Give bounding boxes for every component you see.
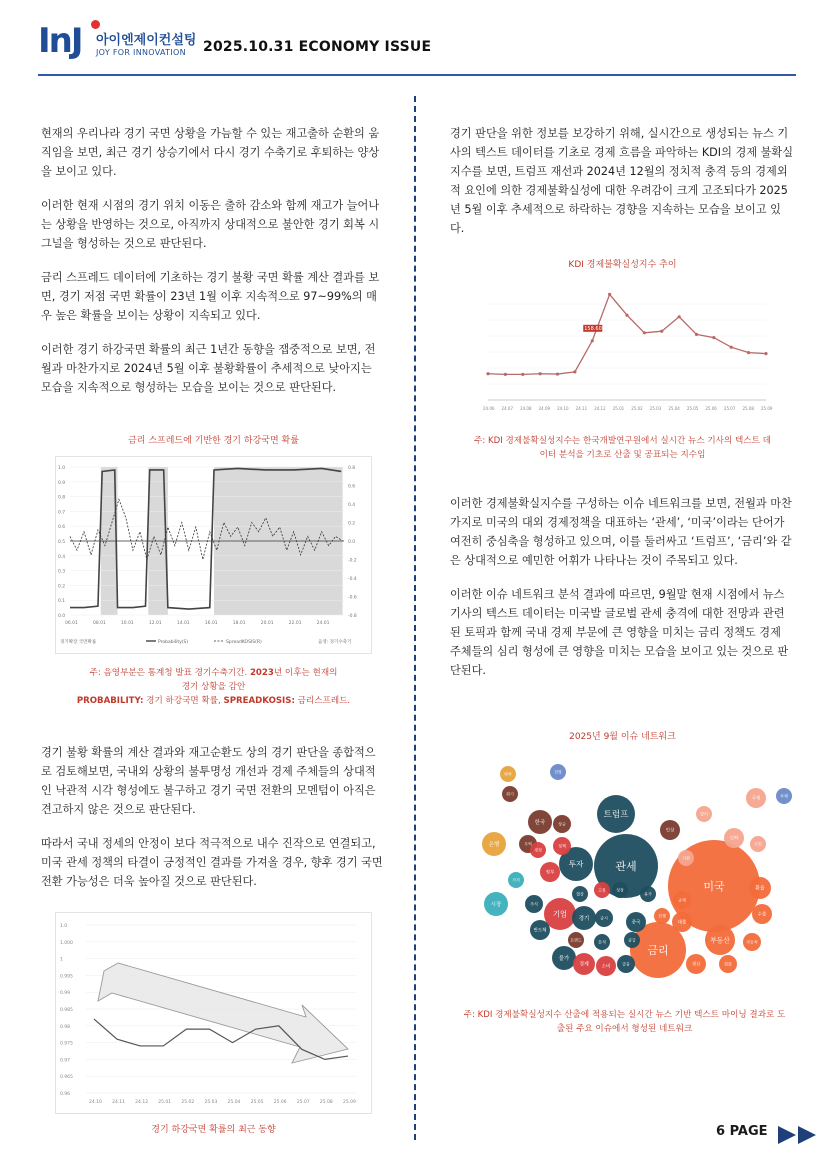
network-node-label: 인상 (665, 828, 675, 834)
network-node-label: 국채 (751, 796, 761, 802)
x-tick-label: 24.07 (501, 406, 513, 411)
note-text: 경기 상황을 감안 (181, 682, 246, 692)
y-left-tick-label: 0.3 (58, 569, 66, 575)
page-number: 6 PAGE (716, 1124, 768, 1139)
network-node-label: 환율 (755, 885, 765, 892)
x-tick-label: 20.01 (260, 621, 274, 626)
y-left-tick-label: 0.5 (58, 540, 66, 545)
network-node-label: 트럼프 (603, 809, 629, 820)
network-node-label: 위기 (506, 791, 514, 797)
y-right-tick-label: -0.4 (348, 577, 357, 582)
chart4-note: 주: KDI 경제불확실성지수 산출에 적용되는 실시간 뉴스 기반 텍스트 마이닝 결과로 도출된 주요 이슈에서 형성된 네트워크 (463, 1010, 786, 1034)
network-node-label: 주식 (530, 901, 538, 907)
network-node-label: 한국 (534, 819, 546, 826)
x-tick-label: 24.06 (483, 406, 495, 411)
paragraph: 경기 불황 확률의 계산 결과와 재고순환도 상의 경기 판단을 종합적으로 검토해보면, 국내외 상황의 불투명성 개선과 경제 주체들의 상대적인 낙관적 시각 형성에도 불구하고 경기 국면 전환의 모멘텀이 아직은 견고하지 않은 것으로 판단된다. (41, 746, 376, 816)
x-tick-label: 22.01 (288, 621, 302, 626)
network-node-label: 정부 (545, 870, 555, 876)
left-text-block-1 (41, 124, 386, 397)
network-node-label: 원화 (724, 961, 732, 967)
x-tick-label: 12.01 (148, 621, 162, 626)
x-tick-label: 25.03 (649, 406, 662, 411)
x-tick-label: 25.04 (668, 406, 680, 411)
data-point (486, 372, 489, 375)
paragraph: 금리 스프레드 데이터에 기초하는 경기 불황 국면 확률 계산 결과를 보면, 경기 저점 국면 확률이 23년 1월 이후 지속적으로 97~99%의 매우 높은 확률을 보이는 상황이 지속되고 있다. (41, 271, 380, 322)
x-tick-label: 24.08 (520, 406, 532, 411)
x-tick-label: 25.01 (612, 406, 625, 411)
x-tick-label: 25.03 (204, 1100, 218, 1105)
x-tick-label: 25.09 (761, 406, 773, 411)
data-point (521, 373, 524, 376)
network-node-label: 지원 (682, 855, 690, 861)
data-point (573, 370, 576, 373)
left-text-block-2 (41, 743, 386, 891)
x-tick-label: 25.06 (273, 1100, 287, 1105)
y-tick-label: 1.0 (60, 924, 68, 929)
x-tick-label: 24.12 (594, 406, 606, 411)
x-tick-label: 25.09 (343, 1100, 356, 1105)
x-tick-label: 25.06 (705, 406, 717, 411)
network-node-label: 물가 (558, 955, 570, 962)
x-tick-label: 25.05 (686, 406, 699, 411)
data-point (730, 346, 733, 349)
y-left-tick-label: 0.9 (58, 480, 66, 486)
data-point (625, 314, 628, 317)
logo-tagline: JOY FOR INNOVATION (96, 48, 186, 57)
chart2-caption: KDI 경제불확실성지수 추이 (568, 260, 677, 270)
network-node-label: 인하 (729, 836, 739, 842)
page-header (38, 20, 798, 76)
x-tick-label: 08.01 (92, 621, 106, 626)
note-text: 년 이후는 현재의 (273, 668, 338, 678)
y-tick-label: 0.96 (60, 1092, 71, 1097)
x-tick-label: 24.09 (538, 406, 551, 411)
chart3-figure (55, 912, 372, 1114)
network-node-label: 고용 (598, 887, 606, 893)
logo-dot-icon (91, 20, 100, 29)
y-right-tick-label: 0.4 (348, 503, 356, 508)
x-tick-label: 25.01 (158, 1100, 172, 1105)
annotation-label: 158.60 (584, 325, 602, 332)
column-divider (414, 96, 416, 1140)
x-tick-label: 24.11 (112, 1100, 125, 1105)
data-point (678, 315, 681, 318)
note-text: 경기 하강국면 확률, (143, 696, 224, 706)
x-tick-label: 14.01 (176, 621, 190, 626)
y-tick-label: 1.000 (60, 940, 73, 946)
network-node-label: 금융 (622, 961, 630, 967)
right-text-block-1 (450, 124, 795, 238)
network-node-label: 전쟁 (658, 913, 666, 919)
data-point (539, 372, 542, 375)
y-tick-label: 0.97 (60, 1058, 71, 1064)
network-node-label: 기업 (553, 909, 567, 919)
report-title: 2025.10.31 ECONOMY ISSUE (203, 39, 432, 55)
data-point (591, 339, 594, 342)
y-right-tick-label: 0.2 (348, 521, 356, 527)
x-tick-label: 25.04 (227, 1100, 241, 1105)
network-node-label: 재정 (534, 847, 542, 853)
y-right-tick-label: 0.0 (348, 540, 356, 545)
network-node-label: 대출 (677, 920, 687, 926)
paragraph: 이러한 경기 하강국면 확률의 최근 1년간 동향을 잽중적으로 보면, 전월과 마찬가지로 2024년 5월 이후 불황확률이 추세적으로 낮아지는 모습을 지속적으로 형성하는 모습을 보이는 것으로 판단된다. (41, 343, 376, 394)
x-tick-label: 25.07 (296, 1100, 310, 1105)
paragraph: 이러한 경제불확실지수를 구성하는 이슈 네트워크를 보면, 전월과 마찬가지로 미국의 대외 경제정책을 대표하는 ‘관세’, ‘미국’이라는 단어가 여전히 중심축을 형성하고 있으며, 이를 둘러싸고 ‘트럼프’, ‘금리’와 같은 상대적으로 예민한 어휘가 나타나는 것이 주목되고 있다. (450, 497, 792, 567)
x-tick-label: 06.01 (65, 621, 78, 626)
x-tick-label: 18.01 (232, 621, 246, 626)
data-point (608, 293, 611, 296)
trend-arrow (98, 963, 348, 1063)
network-node-label: 정책 (558, 843, 566, 849)
x-tick-label: 24.12 (135, 1100, 149, 1105)
company-logo (38, 20, 198, 66)
paragraph: 따라서 국내 정세의 안정이 보다 적극적으로 내수 진작으로 연결되고, 미국 관세 정책의 타결이 긍정적인 결과를 가져올 경우, 향후 경기 국면 전환 가능성은 더욱 높아질 것으로 판단된다. (41, 837, 383, 888)
y-tick-label: 0.975 (60, 1041, 73, 1047)
note-text: 주: 음영부분은 통계청 발표 경기수축기간. (89, 668, 250, 678)
network-node-label: 상승 (558, 821, 566, 827)
chart1-caption: 금리 스프레드에 기반한 경기 하강국면 확률 (128, 436, 299, 446)
x-tick-label: 25.08 (742, 406, 754, 411)
data-point (643, 331, 646, 334)
paragraph: 이러한 현재 시점의 경기 위치 이동은 출하 감소와 함께 재고가 늘어나는 상황을 반영하는 것으로, 아직까지 상대적으로 불안한 경기 회복 시그널을 형성하는 것으로 판단된다. (41, 199, 380, 250)
y-left-tick-label: 0.4 (58, 554, 66, 560)
y-left-tick-label: 0.2 (58, 584, 66, 590)
network-node-label: 유가 (644, 891, 652, 897)
legend-shade-text: 음영: 경기수축기 (318, 640, 352, 645)
chart3-svg (56, 913, 371, 1113)
network-node-label: 경제 (579, 961, 589, 968)
logo-mark: InJ (38, 21, 82, 61)
data-point (764, 352, 767, 355)
y-left-tick-label: 0.8 (58, 495, 66, 501)
data-point (747, 351, 750, 354)
x-tick-label: 24.10 (557, 406, 569, 411)
chart1-figure (55, 456, 372, 654)
network-node-label: 분석 (598, 939, 606, 945)
y-tick-label: 0.995 (60, 974, 73, 980)
data-point (504, 373, 507, 376)
chart2-figure (476, 280, 774, 420)
paragraph: 현재의 우리나라 경기 국면 상황을 가늠할 수 있는 재고출하 순환의 움직임을 보면, 최근 경기 상승기에서 다시 경기 수축기로 후퇴하는 양상을 보이고 있다. (41, 127, 380, 178)
network-node-label: 달러 (700, 811, 708, 817)
y-tick-label: 0.98 (60, 1024, 71, 1030)
logo-korean-text: 아이엔제이컨설팅 (96, 33, 197, 48)
network-node-label: 소비 (601, 964, 611, 970)
x-tick-label: 24.11 (575, 406, 588, 411)
x-tick-label: 24.01 (316, 621, 330, 626)
y-tick-label: 1 (60, 957, 63, 963)
data-point (695, 333, 698, 336)
right-text-block-2 (450, 494, 795, 680)
network-node-label: 증시 (600, 915, 608, 921)
chart4-svg (476, 754, 806, 984)
network-node-label: 하락 (504, 771, 512, 777)
note-bold: 2023 (249, 668, 274, 678)
x-tick-label: 25.02 (631, 406, 643, 411)
network-node-label: 경기 (578, 915, 590, 922)
y-right-tick-label: -0.8 (348, 614, 357, 619)
network-node-label: 관세 (615, 859, 637, 873)
y-left-tick-label: 0.7 (58, 510, 66, 516)
note-bold: SPREADKOSIS: (223, 696, 295, 706)
x-tick-label: 24.10 (89, 1100, 102, 1105)
y-left-tick-label: 1.0 (58, 466, 66, 471)
legend-spread-text: SpreadKOSIS(R) (226, 640, 262, 645)
x-tick-label: 25.07 (723, 406, 736, 411)
y-right-tick-label: -0.2 (348, 558, 357, 564)
network-node-label: 반도체 (533, 928, 547, 934)
y-right-tick-label: 0.6 (348, 484, 356, 490)
network-node-label: 미국 (703, 879, 725, 893)
paragraph: 이러한 이슈 네트워크 분석 결과에 따르면, 9월말 현재 시점에서 뉴스 기사의 텍스트 데이터는 미국발 글로벌 관세 충격에 대한 전망과 관련된 토픽과 함께 국내 경제 부문에 큰 영향을 미치는 금리 정책도 경제 주체들의 심리 형성에 큰 영향을 미치는 모습을 보이고 있는 것으로 판단된다. (450, 588, 789, 677)
chart4-figure (476, 754, 806, 984)
y-left-tick-label: 0.0 (58, 614, 66, 619)
network-node-label: 성장 (616, 887, 624, 893)
paragraph: 경기 판단을 위한 정보를 보강하기 위해, 실시간으로 생성되는 뉴스 기사의 텍스트 데이터를 기초로 경제 흐름을 파악하는 KDI의 경제 불확실지수를 보면, 트럼프 재선과 2024년 12월의 정치적 충격 등의 경제외적 요인에 의한 경제불확실성에 대한 우려감이 크게 고조되다가 2025년 5월 이후 추세적으로 하락하는 경향을 지속하는 모습을 보이고 있다. (450, 127, 794, 235)
x-tick-label: 16.01 (204, 621, 218, 626)
chart1-svg (56, 457, 371, 653)
chart3-caption: 경기 하강국면 확률의 최근 동향 (151, 1125, 276, 1135)
header-divider (38, 74, 796, 76)
network-node-label: 트렌드 (570, 937, 582, 943)
network-node-label: 전망 (554, 769, 562, 775)
uncertainty-index-line (488, 294, 766, 374)
y-tick-label: 0.99 (60, 991, 71, 997)
network-node-label: 은행 (488, 841, 500, 848)
chart1-note (41, 666, 386, 708)
network-node-label: 자동차 (746, 939, 758, 945)
network-node-label: 투자 (568, 859, 584, 869)
data-point (660, 330, 663, 333)
network-node-label: 수입 (754, 841, 762, 847)
chart4-caption: 2025년 9월 이슈 네트워크 (569, 732, 676, 742)
chart2-note: 주: KDI 경제불확실성지수는 한국개발연구원에서 실시간 뉴스 기사의 텍스트 데이터 분석을 기초로 산출 및 공표되는 지수임 (474, 436, 771, 460)
network-node-label: 가격 (512, 877, 520, 883)
network-node-label: 시장 (490, 901, 502, 908)
next-page-arrows-icon (778, 1124, 820, 1146)
y-left-tick-label: 0.1 (58, 599, 66, 605)
chart2-svg (476, 280, 774, 420)
legend-probability-text: Probability(S) (158, 640, 189, 645)
network-node-label: 부채 (780, 793, 788, 799)
y-right-tick-label: -0.6 (348, 595, 357, 601)
y-left-tick-label: 0.6 (58, 525, 66, 531)
network-node-label: 무역 (524, 841, 532, 847)
network-node-label: 수출 (757, 912, 767, 918)
x-tick-label: 10.01 (120, 621, 134, 626)
y-tick-label: 0.985 (60, 1008, 73, 1013)
y-tick-label: 0.965 (60, 1075, 73, 1081)
data-point (556, 372, 559, 375)
network-node-label: 부동산 (710, 936, 730, 945)
network-node-label: 규제 (678, 897, 686, 903)
note-bold: PROBABILITY: (76, 696, 144, 706)
x-tick-label: 25.08 (319, 1100, 333, 1105)
network-node-label: 공급 (628, 937, 636, 943)
network-node-label: 금리 (647, 943, 669, 957)
data-point (712, 336, 715, 339)
note-text: 금리스프레드. (294, 696, 351, 706)
y-right-tick-label: 0.8 (348, 466, 356, 471)
network-node-label: 중국 (631, 920, 641, 926)
network-node-label: 생산 (691, 962, 701, 968)
network-node-label: 협상 (576, 891, 584, 897)
x-tick-label: 25.05 (250, 1100, 264, 1105)
x-tick-label: 25.02 (181, 1100, 195, 1105)
legend-left-text: 경기확장 국면확률 (60, 640, 97, 645)
